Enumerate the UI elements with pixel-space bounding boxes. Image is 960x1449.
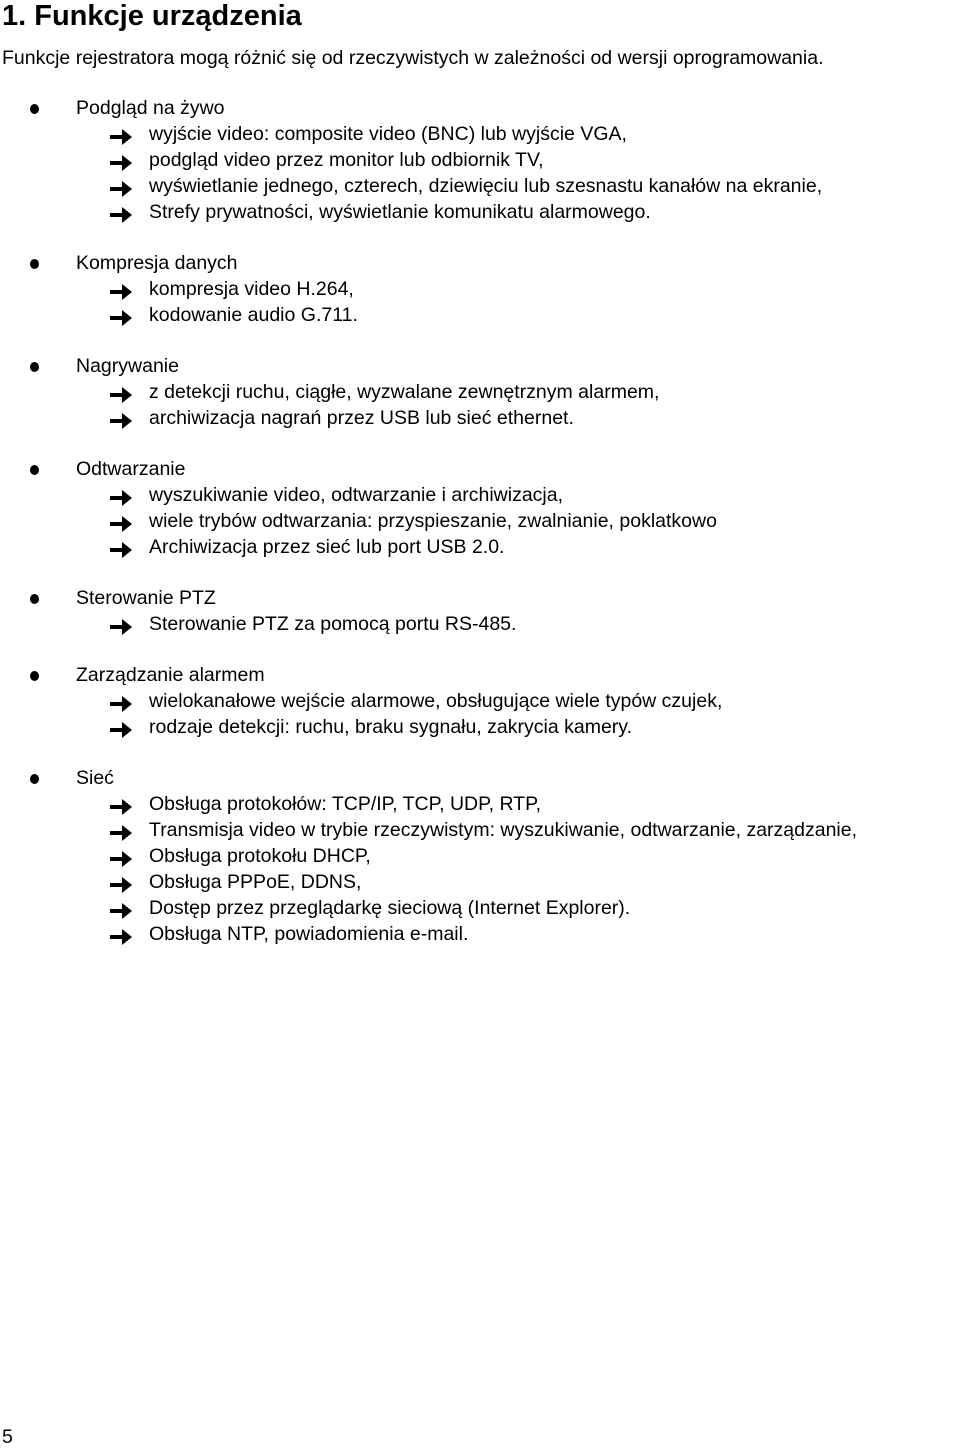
list-item: [0, 791, 960, 817]
right-arrow-bullet-icon: [110, 281, 132, 297]
list-item-text: kompresja video H.264,: [149, 278, 354, 300]
right-arrow-bullet-icon: [110, 616, 132, 632]
right-arrow-bullet-icon: [110, 719, 132, 735]
list-item: [0, 921, 960, 947]
right-arrow-bullet-icon: [110, 539, 132, 555]
list-item: [0, 714, 960, 740]
black-dot-bullet-icon: [30, 774, 39, 784]
right-arrow-bullet-icon: [110, 487, 132, 503]
list-item: [0, 817, 960, 843]
section-label: Podgląd na żywo: [76, 97, 225, 119]
list-item: [0, 508, 960, 534]
page-title: 1. Funkcje urządzenia: [2, 0, 302, 32]
list-item-text: podgląd video przez monitor lub odbiornik TV,: [149, 149, 544, 171]
right-arrow-bullet-icon: [110, 926, 132, 942]
list-item: [0, 895, 960, 921]
list-item-text: Archiwizacja przez sieć lub port USB 2.0.: [149, 536, 505, 558]
list-item: [0, 199, 960, 225]
list-item: [0, 688, 960, 714]
list-item: [0, 843, 960, 869]
right-arrow-bullet-icon: [110, 848, 132, 864]
section-label: Zarządzanie alarmem: [76, 664, 265, 686]
list-item-text: wyświetlanie jednego, czterech, dziewięciu lub szesnastu kanałów na ekranie,: [149, 175, 823, 197]
right-arrow-bullet-icon: [110, 204, 132, 220]
list-item-text: wyszukiwanie video, odtwarzanie i archiwizacja,: [149, 484, 564, 506]
section-heading: [0, 765, 960, 791]
feature-section: [0, 250, 960, 328]
black-dot-bullet-icon: [30, 104, 39, 114]
right-arrow-bullet-icon: [110, 410, 132, 426]
list-item: [0, 276, 960, 302]
list-item: [0, 173, 960, 199]
list-item: [0, 482, 960, 508]
black-dot-bullet-icon: [30, 671, 39, 681]
section-heading: [0, 353, 960, 379]
right-arrow-bullet-icon: [110, 874, 132, 890]
feature-section: [0, 662, 960, 740]
list-item-text: Sterowanie PTZ za pomocą portu RS-485.: [149, 613, 517, 635]
section-heading: [0, 456, 960, 482]
list-item-text: z detekcji ruchu, ciągłe, wyzwalane zewnętrznym alarmem,: [149, 381, 660, 403]
feature-section: [0, 585, 960, 637]
right-arrow-bullet-icon: [110, 152, 132, 168]
right-arrow-bullet-icon: [110, 822, 132, 838]
section-heading: [0, 250, 960, 276]
feature-sections: [0, 95, 960, 972]
right-arrow-bullet-icon: [110, 513, 132, 529]
section-label: Odtwarzanie: [76, 458, 186, 480]
list-item-text: Transmisja video w trybie rzeczywistym: wyszukiwanie, odtwarzanie, zarządzanie,: [149, 819, 858, 841]
feature-section: [0, 353, 960, 431]
list-item: [0, 869, 960, 895]
list-item-text: Strefy prywatności, wyświetlanie komunikatu alarmowego.: [149, 201, 651, 223]
list-item-text: Obsługa protokołów: TCP/IP, TCP, UDP, RTP,: [149, 793, 542, 815]
right-arrow-bullet-icon: [110, 126, 132, 142]
list-item: [0, 611, 960, 637]
section-heading: [0, 95, 960, 121]
list-item-text: rodzaje detekcji: ruchu, braku sygnału, zakrycia kamery.: [149, 716, 633, 738]
list-item-text: kodowanie audio G.711.: [149, 304, 358, 326]
section-label: Sieć: [76, 767, 114, 789]
list-item-text: Obsługa PPPoE, DDNS,: [149, 871, 362, 893]
section-heading: [0, 585, 960, 611]
list-item: [0, 121, 960, 147]
list-item-text: wielokanałowe wejście alarmowe, obsługujące wiele typów czujek,: [149, 690, 723, 712]
right-arrow-bullet-icon: [110, 307, 132, 323]
right-arrow-bullet-icon: [110, 384, 132, 400]
list-item-text: Obsługa NTP, powiadomienia e-mail.: [149, 923, 469, 945]
feature-section: [0, 456, 960, 560]
black-dot-bullet-icon: [30, 362, 39, 372]
right-arrow-bullet-icon: [110, 178, 132, 194]
list-item: [0, 302, 960, 328]
feature-section: [0, 765, 960, 947]
intro-paragraph: Funkcje rejestratora mogą różnić się od rzeczywistych w zależności od wersji oprogramowania.: [2, 47, 824, 69]
section-label: Nagrywanie: [76, 355, 179, 377]
right-arrow-bullet-icon: [110, 796, 132, 812]
list-item-text: wyjście video: composite video (BNC) lub wyjście VGA,: [149, 123, 627, 145]
page-number: 5: [2, 1426, 13, 1448]
right-arrow-bullet-icon: [110, 900, 132, 916]
list-item-text: Dostęp przez przeglądarkę sieciową (Internet Explorer).: [149, 897, 631, 919]
list-item-text: archiwizacja nagrań przez USB lub sieć ethernet.: [149, 407, 574, 429]
list-item: [0, 534, 960, 560]
section-heading: [0, 662, 960, 688]
right-arrow-bullet-icon: [110, 693, 132, 709]
list-item: [0, 147, 960, 173]
list-item: [0, 405, 960, 431]
list-item-text: wiele trybów odtwarzania: przyspieszanie, zwalnianie, poklatkowo: [149, 510, 717, 532]
black-dot-bullet-icon: [30, 259, 39, 269]
feature-section: [0, 95, 960, 225]
black-dot-bullet-icon: [30, 465, 39, 475]
section-label: Kompresja danych: [76, 252, 238, 274]
black-dot-bullet-icon: [30, 594, 39, 604]
list-item: [0, 379, 960, 405]
section-label: Sterowanie PTZ: [76, 587, 216, 609]
list-item-text: Obsługa protokołu DHCP,: [149, 845, 371, 867]
